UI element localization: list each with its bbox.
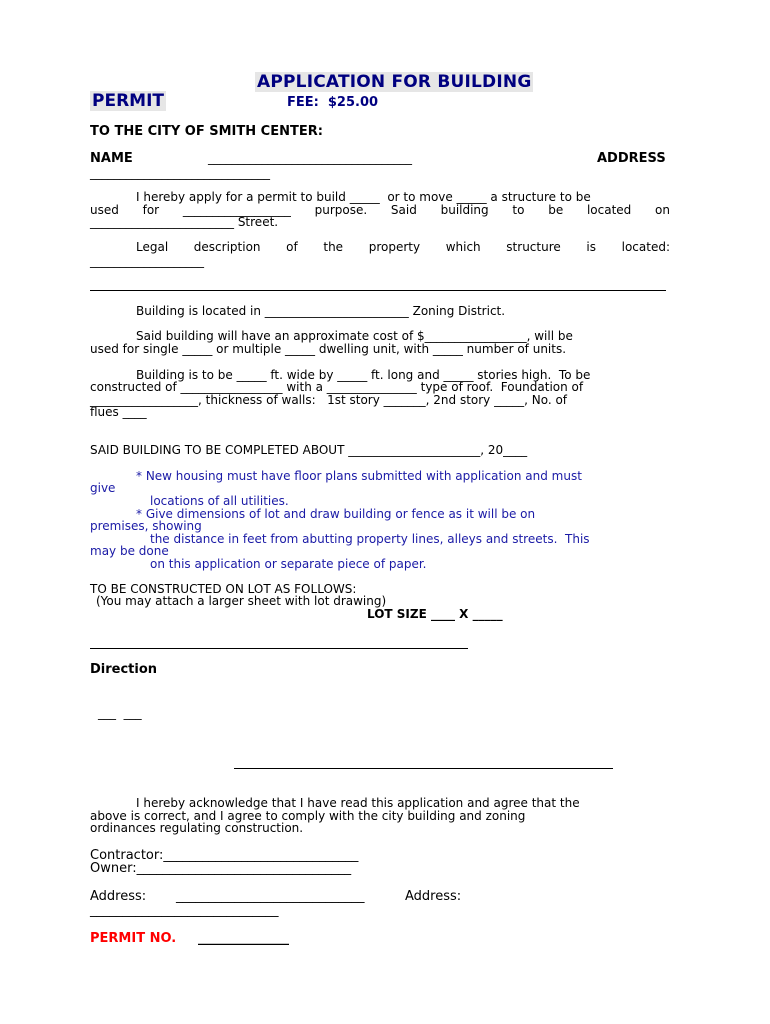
note-distance: the distance in feet from abutting property lines, alleys and streets. This [150, 532, 590, 546]
lot-drawing-underline[interactable] [90, 648, 468, 649]
lot-attach-note: (You may attach a larger sheet with lot drawing) [96, 594, 387, 608]
address-2-label: Address: [405, 889, 462, 904]
name-blank[interactable]: __________________________________ [208, 151, 412, 165]
direction-label: Direction [90, 662, 158, 677]
dimensions-line-4: flues ____ [90, 405, 147, 419]
note-utilities: locations of all utilities. [150, 494, 289, 508]
direction-underline[interactable] [234, 768, 613, 769]
legal-description-line: Legal description of the property which structure is located: [136, 240, 670, 254]
name-label: NAME [90, 151, 133, 166]
cost-line-2: used for single _____ or multiple _____ dwelling unit, with _____ number of units. [90, 342, 567, 356]
dimensions-line-1: Building is to be _____ ft. wide by _____ ft. long and _____ stories high. To be [136, 368, 591, 382]
apply-line-1: I hereby apply for a permit to build _____ or to move _____ a structure to be [136, 190, 591, 204]
note-distance-cont: may be done [90, 544, 169, 558]
acknowledge-line-1: I hereby acknowledge that I have read this application and agree that the [136, 796, 580, 810]
acknowledge-line-3: ordinances regulating construction. [90, 821, 304, 835]
acknowledge-line-2: above is correct, and I agree to comply with the city building and zoning [90, 809, 526, 823]
permit-no-label: PERMIT NO. [90, 931, 177, 946]
apply-line-3: ________________________ Street. [90, 215, 279, 229]
apply-line-2: used for __________________ purpose. Said building to be located on [90, 203, 670, 217]
legal-description-blank[interactable]: ___________________ [90, 254, 204, 268]
zoning-district-line: Building is located in ________________________ Zoning District. [136, 304, 506, 318]
to-city-heading: TO THE CITY OF SMITH CENTER: [90, 124, 323, 139]
dimensions-line-2: constructed of _________________ with a _______________ type of roof. Foundation of [90, 380, 584, 394]
address-label: ADDRESS [597, 151, 666, 166]
direction-blanks[interactable]: ___ ___ [98, 706, 142, 720]
permit-no-blank[interactable]: ______________ [198, 931, 289, 946]
contractor-field[interactable]: Contractor:______________________________ [90, 848, 359, 863]
note-separate-paper: on this application or separate piece of paper. [150, 557, 427, 571]
fee-label: FEE: $25.00 [287, 95, 379, 110]
lot-heading: TO BE CONSTRUCTED ON LOT AS FOLLOWS: [90, 582, 357, 596]
address-blank[interactable]: ______________________________ [90, 166, 270, 180]
form-title-permit: PERMIT [92, 91, 165, 111]
address-2-blank[interactable]: _____________________________ [90, 903, 279, 918]
note-floor-plans: * New housing must have floor plans submitted with application and must [136, 469, 582, 483]
dimensions-line-3: __________________, thickness of walls: 1st story _______, 2nd story _____, No. of [90, 393, 568, 407]
note-floor-plans-cont: give [90, 481, 116, 495]
form-title: APPLICATION FOR BUILDING [257, 72, 532, 92]
legal-description-underline[interactable] [90, 290, 666, 291]
owner-field[interactable]: Owner:_________________________________ [90, 861, 352, 876]
note-dimensions: * Give dimensions of lot and draw building or fence as it will be on [136, 507, 536, 521]
completion-date-line: SAID BUILDING TO BE COMPLETED ABOUT ______________________, 20____ [90, 443, 528, 457]
lot-size-field[interactable]: LOT SIZE ____ X _____ [367, 607, 503, 621]
address-1-blank[interactable]: _____________________________ [176, 889, 365, 904]
note-dimensions-cont: premises, showing [90, 519, 202, 533]
address-1-label: Address: [90, 889, 147, 904]
cost-line-1: Said building will have an approximate cost of $_________________, will be [136, 329, 573, 343]
